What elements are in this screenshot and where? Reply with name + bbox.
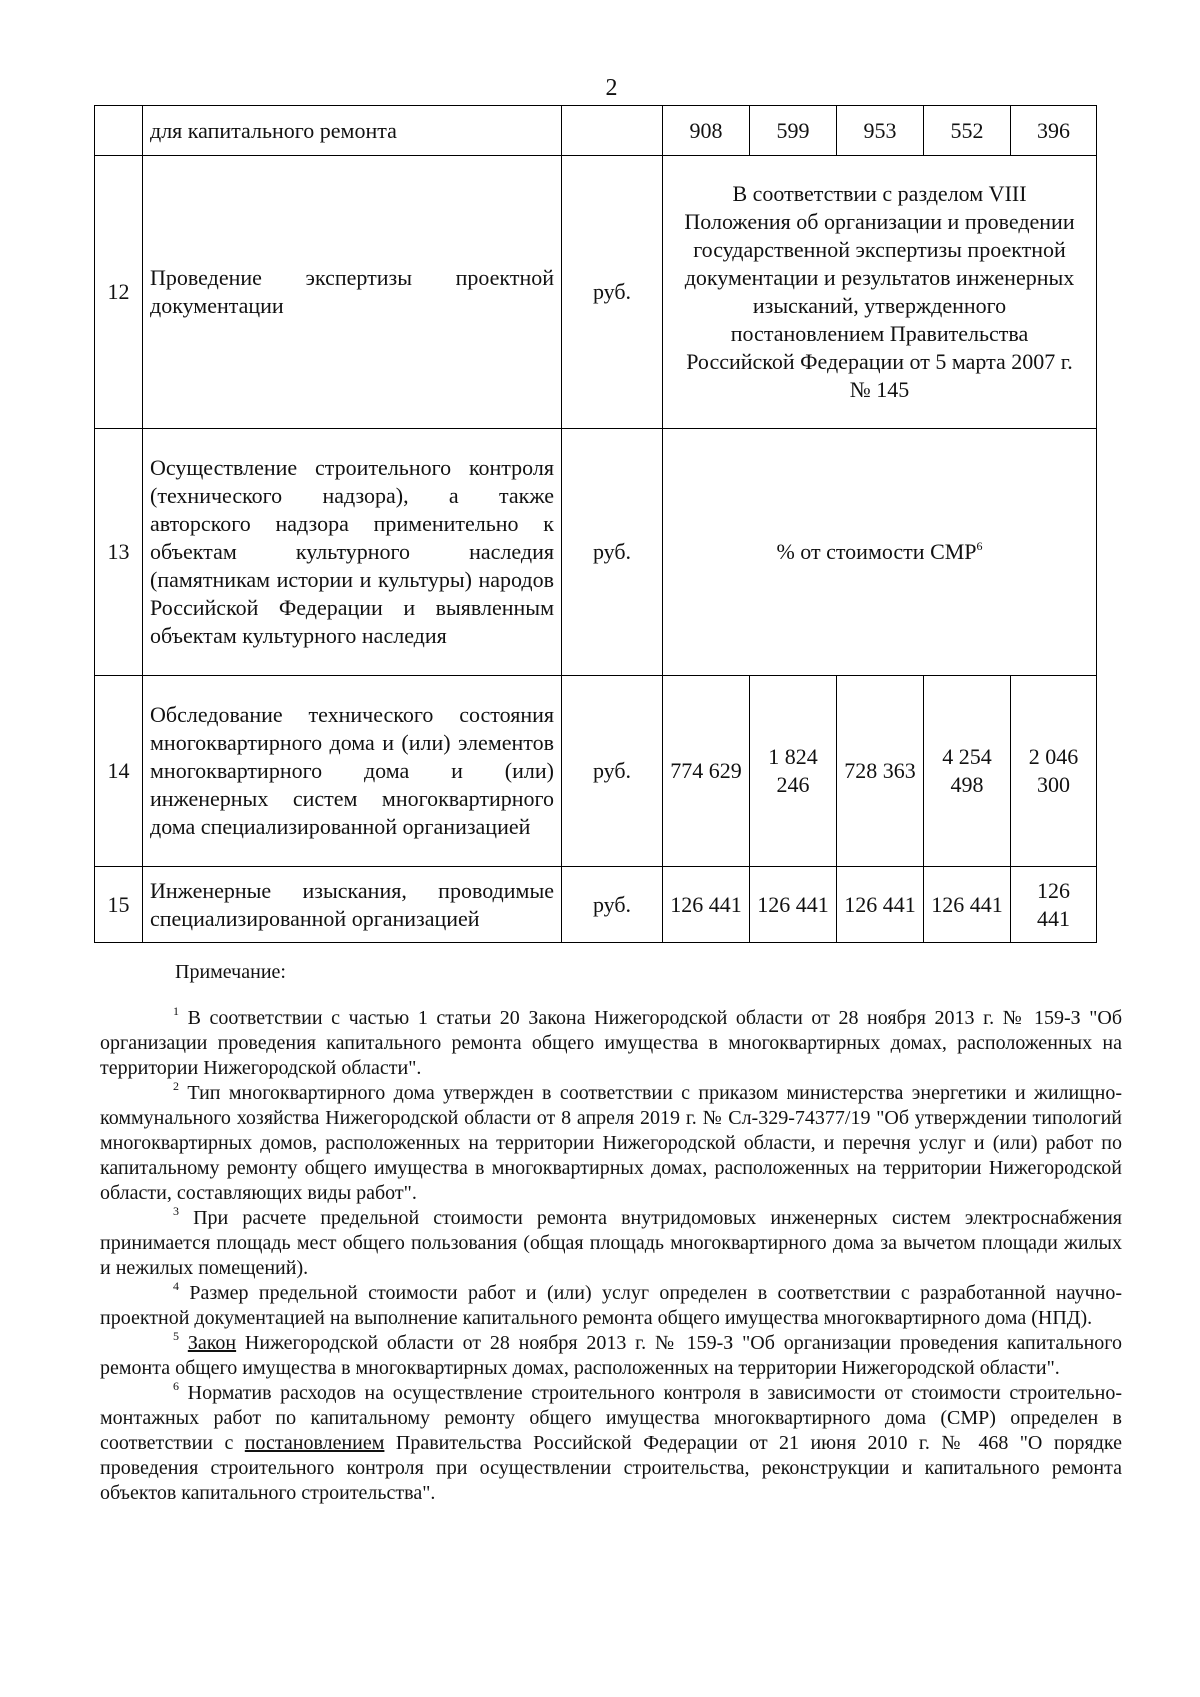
footnote-text-end: Правительства Российской Федерации от 21 июня 2010 г. № 468 "О порядке проведения строительного контроля при осуществлении строительства, реконструкции и капитального ремонта объектов капитального строительства".: [100, 1432, 1122, 1504]
value-cell: 728 363: [837, 676, 924, 867]
law-link[interactable]: Закон: [187, 1332, 237, 1354]
footnote-6: [100, 1381, 1122, 1506]
cost-table: [94, 105, 1097, 943]
table-row: [95, 106, 1097, 156]
value-cell: 599: [750, 106, 837, 156]
value-cell: 126 441: [837, 867, 924, 943]
unit: руб.: [562, 676, 663, 867]
footnote-text: В соответствии с частью 1 статьи 20 Закона Нижегородской области от 28 ноября 2013 г. № 159-З "Об организации проведения капитального ремонта общего имущества в многоквартирных домах, расположенных на территории Нижегородской области".: [100, 1007, 1123, 1079]
row-number: 15: [95, 867, 143, 943]
footnote-mark: 3: [173, 1204, 179, 1218]
footnote-mark: 2: [173, 1079, 179, 1093]
value-cell: 126 441: [924, 867, 1011, 943]
work-name: Инженерные изыскания, проводимые специализированной организацией: [143, 867, 562, 943]
row-number: [95, 106, 143, 156]
footnote-3: [100, 1206, 1122, 1281]
footnote-2: [100, 1081, 1122, 1206]
row-number: 14: [95, 676, 143, 867]
page-number: 2: [605, 75, 618, 101]
footnote-text: Тип многоквартирного дома утвержден в соответствии с приказом министерства энергетики и жилищно-коммунального хозяйства Нижегородской области от 8 апреля 2019 г. № Сл-329-74377/19 "Об утверждении типологий многоквартирных домов, расположенных на территории Нижегородской области, и перечня услуг и (или) работ по капитальному ремонту общего имущества в многоквартирных домах, расположенных на территории Нижегородской области, составляющих виды работ".: [100, 1082, 1123, 1204]
footnote-4: [100, 1281, 1122, 1331]
work-name: Проведение экспертизы проектной документации: [143, 156, 562, 429]
unit: руб.: [562, 156, 663, 429]
footnote-mark: 6: [976, 539, 983, 553]
percent-of-smr: [663, 429, 1097, 676]
value-cell: 126 441: [750, 867, 837, 943]
work-name: Обследование технического состояния многоквартирного дома и (или) элементов многоквартирного дома и (или) инженерных систем многоквартирного дома специализированной организацией: [143, 676, 562, 867]
footnote-mark: 4: [173, 1279, 179, 1293]
table-row: [95, 676, 1097, 867]
unit: руб.: [562, 429, 663, 676]
value-cell: 126 441: [663, 867, 750, 943]
resolution-link[interactable]: постановлением: [244, 1432, 385, 1454]
footnote-mark: 1: [173, 1004, 179, 1018]
value-cell: 1 824 246: [750, 676, 837, 867]
value-cell: 774 629: [663, 676, 750, 867]
row-number: 13: [95, 429, 143, 676]
value-cell: 396: [1011, 106, 1097, 156]
regulation-reference: В соответствии с разделом VIII Положения об организации и проведении государственной экспертизы проектной документации и результатов инженерных изысканий, утвержденного постановлением Правительства Российской Федерации от 5 марта 2007 г. № 145: [663, 156, 1097, 429]
footnote-text: При расчете предельной стоимости ремонта внутридомовых инженерных систем электроснабжения принимается площадь мест общего пользования (общая площадь многоквартирного дома за вычетом площади жилых и нежилых помещений).: [100, 1207, 1123, 1279]
value-cell: 126 441: [1011, 867, 1097, 943]
value-cell: 4 254 498: [924, 676, 1011, 867]
unit: [562, 106, 663, 156]
work-name: Осуществление строительного контроля (технического надзора), а также авторского надзора применительно к объектам культурного наследия (памятникам истории и культуры) народов Российской Федерации и выявленным объектам культурного наследия: [143, 429, 562, 676]
notes-section: [100, 960, 1122, 1506]
row-number: 12: [95, 156, 143, 429]
footnote-mark: 5: [173, 1329, 179, 1343]
footnote-5: [100, 1331, 1122, 1381]
notes-title: Примечание:: [175, 961, 286, 983]
table-row: [95, 156, 1097, 429]
footnote-text: Нижегородской области от 28 ноября 2013 г. № 159-З "Об организации проведения капитального ремонта общего имущества в многоквартирных домах, расположенных на территории Нижегородской области".: [100, 1332, 1122, 1379]
footnote-text: Норматив расходов на осуществление строительного контроля в зависимости от стоимости строительно-монтажных работ по капитальному ремонту общего имущества многоквартирного дома (СМР) определен в соответствии с: [100, 1382, 1123, 1454]
percent-text: % от стоимости СМР: [776, 539, 977, 564]
value-cell: 908: [663, 106, 750, 156]
table-row: [95, 867, 1097, 943]
work-name: для капитального ремонта: [143, 106, 562, 156]
value-cell: 552: [924, 106, 1011, 156]
footnote-1: [100, 1006, 1122, 1081]
footnote-text: Размер предельной стоимости работ и (или) услуг определен в соответствии с разработанной научно-проектной документацией на выполнение капитального ремонта общего имущества многоквартирного дома (НПД).: [100, 1282, 1122, 1329]
unit: руб.: [562, 867, 663, 943]
table-row: [95, 429, 1097, 676]
value-cell: 2 046 300: [1011, 676, 1097, 867]
footnote-mark: 6: [173, 1379, 179, 1393]
value-cell: 953: [837, 106, 924, 156]
